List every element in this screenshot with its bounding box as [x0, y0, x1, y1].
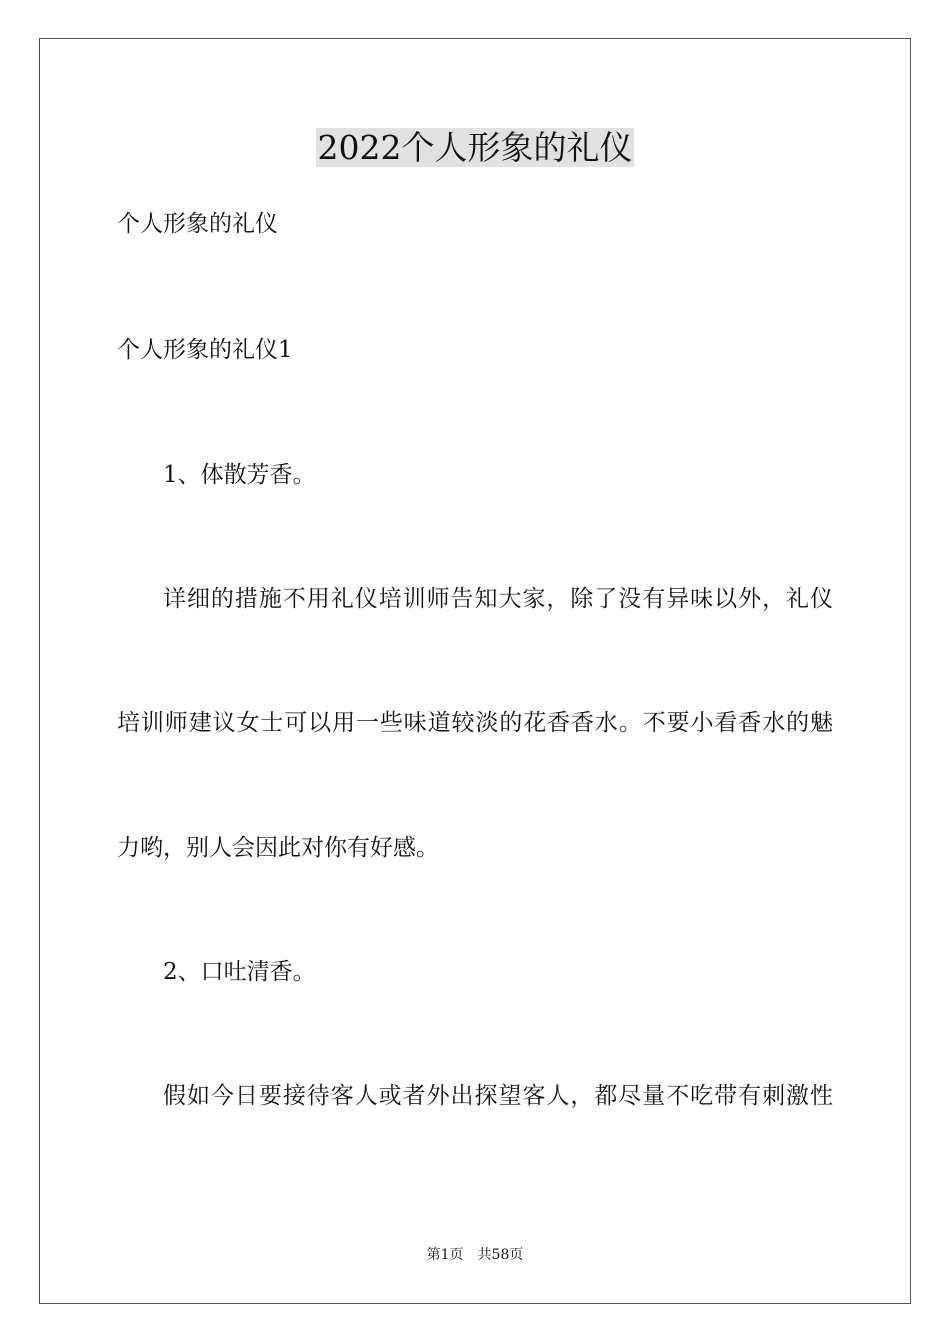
paragraph-line: 力哟，别人会因此对你有好感。	[117, 835, 439, 861]
paragraph-line: 详细的措施不用礼仪培训师告知大家，除了没有异味以外，礼仪	[163, 586, 833, 612]
list-item-heading-2: 2、口吐清香。	[163, 959, 316, 985]
document-title-text: 2022个人形象的礼仪	[317, 128, 633, 167]
page-number: 第1页	[426, 1247, 464, 1263]
subtitle-line: 个人形象的礼仪	[117, 211, 278, 237]
paragraph-line: 培训师建议女士可以用一些味道较淡的花香香水。不要小看香水的魅	[117, 710, 833, 736]
page-footer	[0, 1246, 950, 1264]
paragraph-line: 假如今日要接待客人或者外出探望客人，都尽量不吃带有刺激性	[163, 1083, 833, 1109]
section-heading: 个人形象的礼仪1	[117, 337, 293, 363]
page-total: 共58页	[477, 1247, 524, 1263]
list-item-heading-1: 1、体散芳香。	[163, 462, 316, 488]
document-title	[0, 126, 950, 170]
